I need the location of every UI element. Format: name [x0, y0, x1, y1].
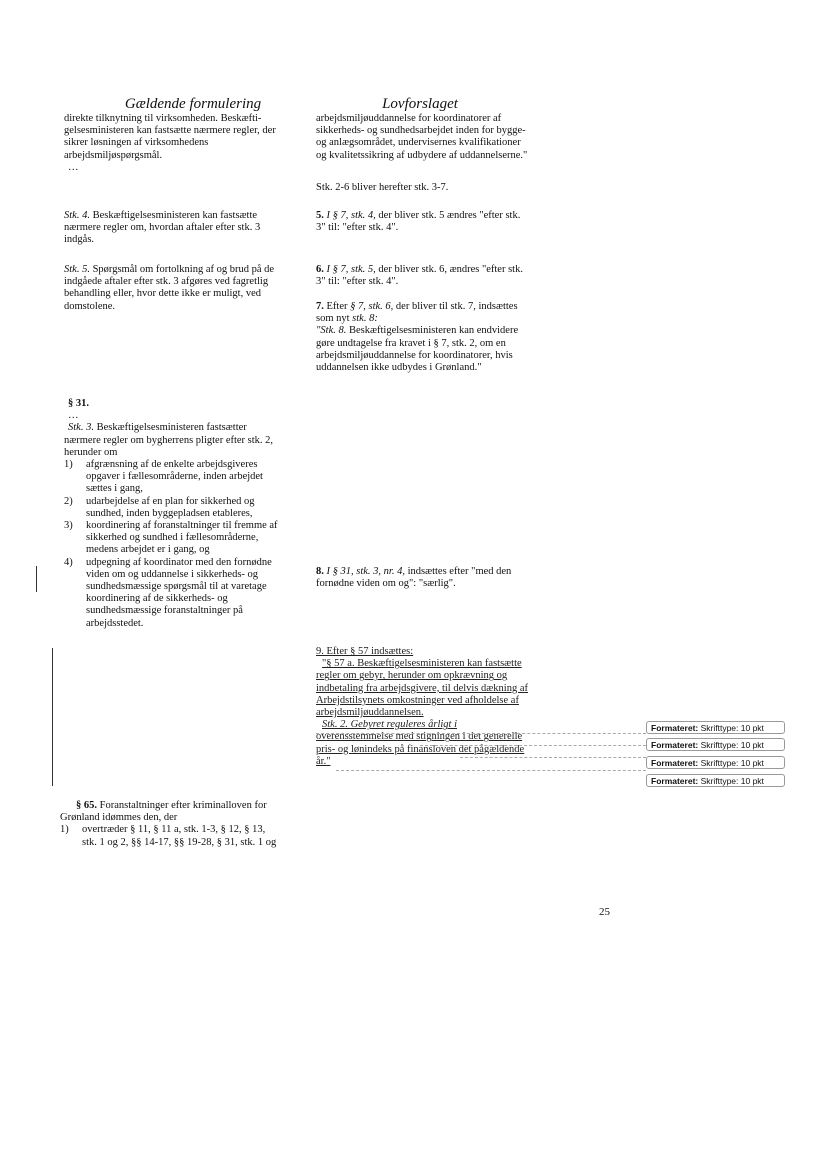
balloon-leader [460, 757, 646, 758]
balloon-leader [420, 745, 646, 746]
balloon-leader [316, 733, 646, 734]
list-item: 3) koordinering af foranstaltninger til fremme af sikkerhed og sundhed i fællesområderne, medens arbejdet er i gang, og [64, 520, 278, 556]
change-bar [36, 566, 37, 592]
right-item-7: 7. Efter § 7, stk. 6, der bliver til stk. 7, indsættes som nyt stk. 8: "Stk. 8. Beskæftigelsesministeren kan endvidere gøre undtagelse fra kravet i § 7, stk. 2, om en arbejdsmiljøuddannelse for koordinatorer, hvis uddannelsen ikke udbydes i Grønland." [316, 301, 519, 374]
left-stk5: Stk. 5. Spørgsmål om fortolkning af og brud på de indgåede aftaler efter stk. 3 afgøres ved fagretlig behandling eller, hvor dette ikke er muligt, ved domstolene. [64, 264, 275, 312]
heading-bill: Lovforslaget [382, 96, 458, 112]
list-item: 2) udarbejdelse af en plan for sikkerhed og sundhed, inden byggepladsen etableres, [64, 495, 255, 519]
left-intro: direkte tilknytning til virksomheden. Beskæfti- gelsesministeren kan fastsætte nærmere regler, der sikrer løsningen af virksomhedens arbejdsmiljøspørgsmål. … [64, 113, 304, 174]
format-balloon[interactable]: Formateret: Skrifttype: 10 pkt [646, 756, 785, 769]
left-stk4: Stk. 4. Beskæftigelsesministeren kan fastsætte nærmere regler om, hvordan aftaler efter stk. 3 indgås. [64, 210, 261, 246]
right-intro: arbejdsmiljøuddannelse for koordinatorer af sikkerheds- og sundhedsarbejdet inden for bygge- og anlægsområdet, undervisernes kvalifikationer og kvalitetssikring af udbydere af uddannelserne." [316, 113, 528, 161]
list-item: 4) udpegning af koordinator med den fornødne viden om og uddannelse i sikkerheds- og sundhedsmæssige spørgsmål til at varetage koordinering af de sikkerheds- og sundhedsmæssige foranstaltninger på arbejdsstedet. [64, 556, 272, 629]
left-section-65: § 65. Foranstaltninger efter kriminalloven for Grønland idømmes den, der 1) overtræder § 11, § 11 a, stk. 1-3, § 12, § 13, stk. 1 og 2, §§ 14-17, §§ 19-28, § 31, stk. 1 og [64, 800, 304, 849]
ellipsis: … [68, 161, 79, 173]
right-item-8: 8. I § 31, stk. 3, nr. 4, indsættes efter "med den fornødne viden om og": "særlig". [316, 566, 512, 590]
format-balloon[interactable]: Formateret: Skrifttype: 10 pkt [646, 774, 785, 787]
change-bar [52, 648, 53, 786]
list-item: 1) overtræder § 11, § 11 a, stk. 1-3, § 12, § 13, stk. 1 og 2, §§ 14-17, §§ 19-28, § 31, stk. 1 og [60, 824, 277, 848]
page-number: 25 [599, 906, 610, 918]
format-balloon[interactable]: Formateret: Skrifttype: 10 pkt [646, 721, 785, 734]
right-item-9-inserted: 9. Efter § 57 indsættes: "§ 57 a. Beskæftigelsesministeren kan fastsætte regler om gebyr, herunder om opkrævning og indbetaling fra arbejdsgivere, til delvis dækning af Arbejdstilsynets omkostninger ved afholdelse af arbejdsmiljøuddannelsen. Stk. 2. Gebyret reguleres årligt i overensstemmelse med stigningen i det generelle pris- og lønindeks på finansloven det pågældende år." [316, 646, 528, 767]
right-renumber: Stk. 2-6 bliver herefter stk. 3-7. [316, 182, 449, 193]
right-item-5: 5. I § 7, stk. 4, der bliver stk. 5 ændres "efter stk. 3" til: "efter stk. 4". [316, 210, 521, 234]
heading-current-wording: Gældende formulering [124, 96, 262, 112]
left-section-31: § 31. … Stk. 3. Beskæftigelsesministeren fastsætter nærmere regler om bygherrens pligter efter stk. 2, herunder om 1) afgrænsning af de enkelte arbejdsgiveres opgaver i fællesområderne, inden arbejdet sættes i gang, 2) udarbejdelse af en plan for sikkerhed og sundhed, inden byggepladsen etableres, 3) koordinering af foranstaltninger til fremme af sikkerhed og sundhed i fællesområderne, medens arbejdet er i gang, og 4) udpegning af koordinator med den fornødne viden om og uddannelse i sikkerheds- og sundhedsmæssige spørgsmål til at varetage koordinering af de sikkerheds- og sundhedsmæssige foranstaltninger på arbejdsstedet. [64, 398, 304, 630]
format-balloon[interactable]: Formateret: Skrifttype: 10 pkt [646, 738, 785, 751]
section-31-heading: § 31. [68, 398, 89, 409]
right-item-6: 6. I § 7, stk. 5, der bliver stk. 6, ændres "efter stk. 3" til: "efter stk. 4". [316, 264, 523, 288]
list-item: 1) afgrænsning af de enkelte arbejdsgiveres opgaver i fællesområderne, inden arbejdet sættes i gang, [64, 459, 263, 495]
balloon-leader [336, 770, 646, 771]
